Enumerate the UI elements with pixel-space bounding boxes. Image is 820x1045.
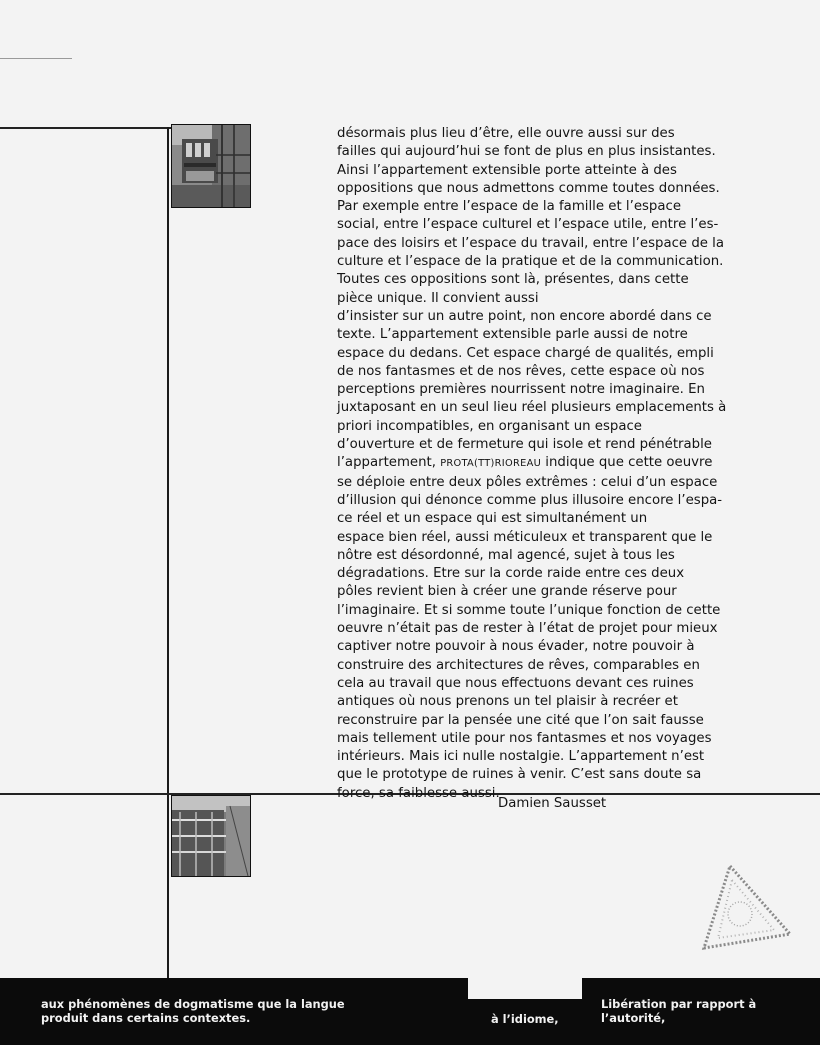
upper-horizontal-rule (0, 127, 172, 129)
text-line: culture et l’espace de la pratique et de la communication. (337, 254, 724, 270)
text-line: Par exemple entre l’espace de la famille et l’espace (337, 199, 682, 215)
text-line: Toutes ces oppositions sont là, présentes, dans cette (337, 272, 689, 288)
footer-quote-middle: à l’idiome, (491, 1012, 559, 1026)
top-left-rule (0, 58, 72, 59)
text-line: priori incompatibles, en organisant un espace (337, 418, 642, 434)
text-line: dégradations. Etre sur la corde raide entre ces deux (337, 566, 685, 582)
footer-line: l’autorité, (601, 1011, 666, 1025)
text-line: de nos fantasmes et de nos rêves, cette espace où nos (337, 363, 705, 379)
text-line: Ainsi l’appartement extensible porte atteinte à des (337, 162, 677, 178)
text-line: se déploie entre deux pôles extrêmes : celui d’un espace (337, 474, 718, 490)
text-line: d’insister sur un autre point, non encore abordé dans ce (337, 308, 712, 324)
text-fragment: indique que cette oeuvre (541, 455, 713, 471)
text-line: mais tellement utile pour nos fantasmes et nos voyages (337, 730, 712, 746)
text-line: pôles revient bien à créer une grande réserve pour (337, 584, 677, 600)
article-body (337, 125, 732, 803)
footer-quote-right (601, 997, 756, 1025)
text-line: texte. L’appartement extensible parle aussi de notre (337, 327, 688, 343)
footer-notch (468, 978, 582, 999)
text-line: pièce unique. Il convient aussi (337, 290, 539, 306)
footer-line: Libération par rapport à (601, 997, 757, 1011)
text-line: perceptions premières nourrissent notre imaginaire. En (337, 382, 705, 398)
text-line: failles qui aujourd’hui se font de plus en plus insistantes. (337, 144, 716, 160)
text-line: antiques où nous prenons un tel plaisir à recréer et (337, 694, 678, 710)
text-line: d’illusion qui dénonce comme plus illusoire encore l’espa- (337, 492, 723, 508)
building-photo-bottom (171, 795, 251, 877)
text-line: intérieurs. Mais ici nulle nostalgie. L’appartement n’est (337, 749, 705, 765)
text-line: pace des loisirs et l’espace du travail, entre l’espace de la (337, 235, 725, 251)
building-photo-top (171, 124, 251, 208)
text-line: captiver notre pouvoir à nous évader, notre pouvoir à (337, 639, 695, 655)
text-line: force, sa faiblesse aussi. (337, 785, 500, 801)
text-line: que le prototype de ruines à venir. C’est sans doute sa (337, 767, 702, 783)
text-line: l’imaginaire. Et si somme toute l’unique fonction de cette (337, 602, 721, 618)
text-line: oeuvre n’était pas de rester à l’état de projet pour mieux (337, 621, 718, 637)
text-line: désormais plus lieu d’être, elle ouvre aussi sur des (337, 126, 675, 141)
text-line: oppositions que nous admettons comme toutes données. (337, 180, 720, 196)
text-line: juxtaposant en un seul lieu réel plusieurs emplacements à (337, 400, 727, 416)
footer-line: produit dans certains contextes. (41, 1011, 251, 1025)
stamp-mark (700, 862, 795, 957)
text-line: construire des architectures de rêves, comparables en (337, 657, 700, 673)
text-line: espace du dedans. Cet espace chargé de qualités, empli (337, 345, 714, 361)
text-line: reconstruire par la pensée une cité que l’on sait fausse (337, 712, 704, 728)
text-line: nôtre est désordonné, mal agencé, sujet à tous les (337, 547, 675, 563)
footer-quote-left (41, 997, 345, 1025)
author-signature: Damien Sausset (498, 796, 607, 811)
text-line-with-smallcaps (337, 454, 732, 473)
text-line: d’ouverture et de fermeture qui isole et rend pénétrable (337, 437, 712, 453)
text-line: ce réel et un espace qui est simultanément un (337, 511, 648, 527)
vertical-rule (167, 127, 169, 980)
artist-name: PROTA(TT)RIOREAU (440, 458, 542, 470)
text-fragment: l’appartement, (337, 455, 441, 471)
text-line: cela au travail que nous effectuons devant ces ruines (337, 675, 694, 691)
footer-line: aux phénomènes de dogmatisme que la langue (41, 997, 345, 1011)
text-line: social, entre l’espace culturel et l’espace utile, entre l’es- (337, 217, 719, 233)
text-line: espace bien réel, aussi méticuleux et transparent que le (337, 529, 713, 545)
